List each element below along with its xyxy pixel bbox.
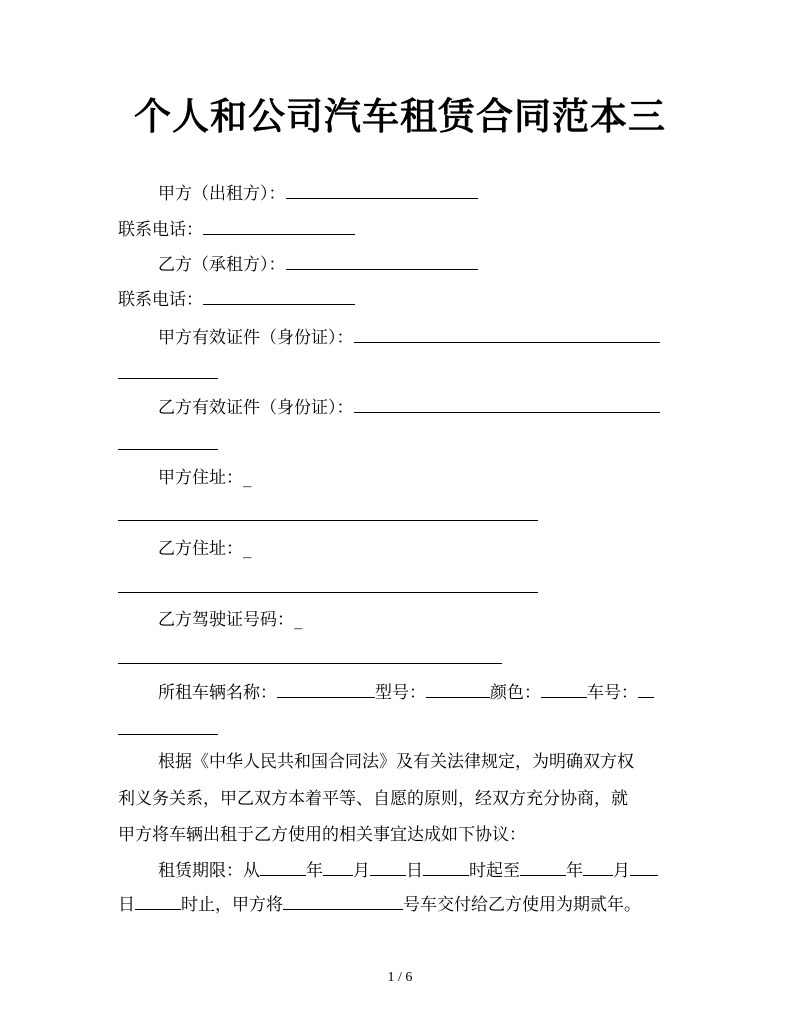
party-b-line [158,251,478,275]
intro-line-3: 甲方将车辆出租于乙方使用的相关事宜达成如下协议： [118,825,526,845]
vehicle-model-blank [426,679,490,698]
intro-line-2: 利义务关系，甲乙双方本着平等、自愿的原则，经双方充分协商，就 [118,789,628,809]
party-a-label: 甲方（出租方）： [158,184,286,204]
handover-label: 号车交付给乙方使用为期贰年。 [403,895,641,915]
start-hour-blank [423,857,469,876]
start-year-blank [260,857,306,876]
party-b-id-blank-cont [118,449,218,450]
end-year-blank [520,857,566,876]
start-month-label: 月 [353,861,370,881]
vehicle-name-blank [277,679,375,698]
party-a-id-line [158,324,660,348]
party-a-phone-label: 联系电话： [118,220,203,240]
vehicle-plate-label: 车号： [587,683,638,703]
party-b-phone-label: 联系电话： [118,290,203,310]
vehicle-plate-blank-cont [118,734,218,735]
party-b-license-line [158,608,303,632]
party-b-label: 乙方（承租方）： [158,255,286,275]
page-number: 1 / 6 [387,970,413,985]
vehicle-line [158,679,654,703]
intro-line-1: 根据《中华人民共和国合同法》及有关法律规定，为明确双方权 [158,752,634,772]
vehicle-color-label: 颜色： [490,683,541,703]
end-month-label: 月 [613,861,630,881]
lease-term-line-2 [118,891,641,915]
vehicle-color-blank [541,679,587,698]
party-b-phone-line [118,286,355,310]
plate-number-blank [283,891,403,910]
party-b-phone-blank [203,286,355,305]
party-a-id-blank [354,324,660,343]
party-a-address-blank [118,520,538,521]
party-a-address-label: 甲方住址：_ [158,468,252,488]
party-b-license-label: 乙方驾驶证号码：_ [158,610,303,630]
party-a-id-blank-cont [118,378,218,379]
end-month-blank [583,857,613,876]
party-b-id-blank [354,394,660,413]
end-hour-blank [135,891,181,910]
party-a-blank [286,180,478,199]
vehicle-model-label: 型号： [375,683,426,703]
vehicle-name-label: 所租车辆名称： [158,683,277,703]
start-month-blank [323,857,353,876]
from-time-label: 时起至 [469,861,520,881]
party-a-phone-blank [203,216,355,235]
party-b-id-label: 乙方有效证件（身份证）： [158,398,354,418]
until-label: 时止，甲方将 [181,895,283,915]
start-day-label: 日 [406,861,423,881]
start-year-label: 年 [306,861,323,881]
end-day-blank [630,857,658,876]
party-b-license-blank [118,663,502,664]
document-title: 个人和公司汽车租赁合同范本三 [134,94,666,138]
party-a-id-label: 甲方有效证件（身份证）： [158,328,354,348]
vehicle-plate-blank [638,679,654,698]
lease-term-line [158,857,658,881]
party-b-address-blank [118,592,538,593]
party-b-address-line [158,537,252,561]
party-b-blank [286,251,478,270]
party-a-line [158,180,478,204]
end-day-label: 日 [118,895,135,915]
party-a-phone-line [118,216,355,240]
start-day-blank [370,857,406,876]
end-year-label: 年 [566,861,583,881]
party-a-address-line [158,466,252,490]
lease-term-label: 租赁期限：从 [158,861,260,881]
party-b-id-line [158,394,660,418]
party-b-address-label: 乙方住址：_ [158,539,252,559]
